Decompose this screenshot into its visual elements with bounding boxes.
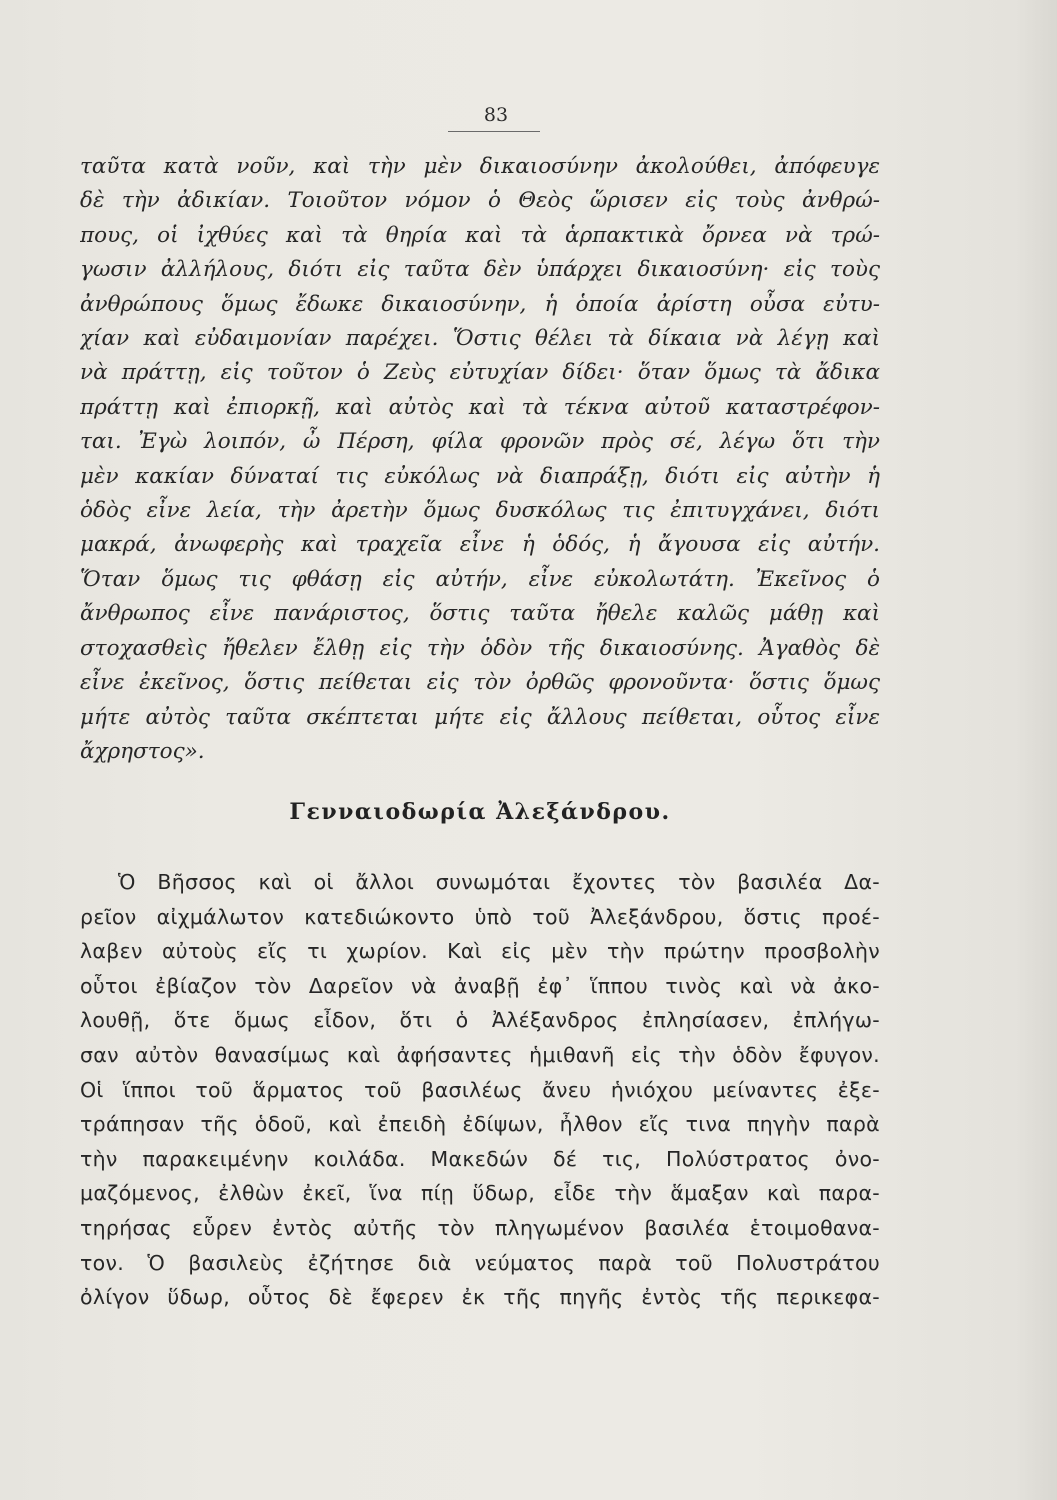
text-line: ἄνθρωπος εἶνε πανάριστος, ὅστις ταῦτα ἤθελε καλῶς μάθῃ καὶ (80, 601, 880, 627)
text-line: μαζόμενος, ἐλθὼν ἐκεῖ, ἵνα πίῃ ὕδωρ, εἶδε τὴν ἅμαξαν καὶ παρα- (80, 1181, 880, 1206)
text-line: τὴν παρακειμένην κοιλάδα. Μακεδών δέ τις, Πολύστρατος ὀνο- (80, 1146, 880, 1171)
text-line: στοχασθεὶς ἤθελεν ἔλθῃ εἰς τὴν ὁδὸν τῆς δικαιοσύνης. Ἀγαθὸς δὲ (80, 635, 880, 661)
text-line: λαβεν αὐτοὺς εἴς τι χωρίον. Καὶ εἰς μὲν τὴν πρώτην προσβολὴν (80, 939, 880, 964)
text-line: ταῦτα κατὰ νοῦν, καὶ τὴν μὲν δικαιοσύνην ἀκολούθει, ἀπόφευγε (80, 154, 880, 179)
text-line: σαν αὐτὸν θανασίμως καὶ ἀφήσαντες ἡμιθανῆ εἰς τὴν ὁδὸν ἔφυγον. (80, 1042, 880, 1067)
text-line: χίαν καὶ εὐδαιμονίαν παρέχει. Ὅστις θέλει τὰ δίκαια νὰ λέγῃ καὶ (80, 326, 880, 352)
text-line: δὲ τὴν ἀδικίαν. Τοιοῦτον νόμον ὁ Θεὸς ὥρισεν εἰς τοὺς ἀνθρώ- (80, 188, 880, 214)
text-line: τράπησαν τῆς ὁδοῦ, καὶ ἐπειδὴ ἐδίψων, ἦλθον εἴς τινα πηγὴν παρὰ (80, 1112, 880, 1137)
section-heading: Γενναιοδωρία Ἀλεξάνδρου. (289, 799, 671, 825)
text-line: ἀνθρώπους ὅμως ἔδωκε δικαιοσύνην, ἡ ὁποία ἀρίστη οὖσα εὐτυ- (80, 291, 880, 317)
text-line: ὁδὸς εἶνε λεία, τὴν ἀρετὴν ὅμως δυσκόλως τις ἐπιτυγχάνει, διότι (80, 498, 880, 524)
text-line: πράττῃ καὶ ἐπιορκῇ, καὶ αὐτὸς καὶ τὰ τέκνα αὐτοῦ καταστρέφον- (80, 394, 880, 420)
text-line: ὀλίγον ὕδωρ, οὗτος δὲ ἔφερεν ἐκ τῆς πηγῆς ἐντὸς τῆς περικεφα- (80, 1285, 880, 1310)
text-line: μήτε αὐτὸς ταῦτα σκέπτεται μήτε εἰς ἄλλους πείθεται, οὗτος εἶνε (80, 704, 880, 730)
text-line: Οἱ ἵπποι τοῦ ἅρματος τοῦ βασιλέως ἄνευ ἡνιόχου μείναντες ἐξε- (80, 1077, 880, 1102)
text-line: ρεῖον αἰχμάλωτον κατεδιώκοντο ὑπὸ τοῦ Ἀλεξάνδρου, ὅστις προέ- (80, 904, 880, 929)
text-line: ται. Ἐγὼ λοιπόν, ὦ Πέρση, φίλα φρονῶν πρὸς σέ, λέγω ὅτι τὴν (80, 429, 880, 455)
text-line: οὗτοι ἐβίαζον τὸν Δαρεῖον νὰ ἀναβῇ ἐφ᾽ ἵππου τινὸς καὶ νὰ ἀκο- (80, 973, 880, 998)
text-line: μὲν κακίαν δύναταί τις εὐκόλως νὰ διαπράξῃ, διότι εἰς αὐτὴν ἡ (80, 463, 880, 489)
page-number: 83 (483, 104, 509, 126)
text-line: πους, οἱ ἰχθύες καὶ τὰ θηρία καὶ τὰ ἁρπακτικὰ ὄρνεα νὰ τρώ- (80, 222, 880, 248)
paragraph-hesiod-advice (80, 150, 880, 769)
text-line: Ὁ Βῆσσος καὶ οἱ ἄλλοι συνωμόται ἔχοντες τὸν βασιλέα Δα- (118, 870, 880, 894)
text-line: τηρήσας εὗρεν ἐντὸς αὐτῆς τὸν πληγωμένον βασιλέα ἑτοιμοθανα- (80, 1215, 880, 1240)
text-line: μακρά, ἀνωφερὴς καὶ τραχεῖα εἶνε ἡ ὁδός, ἡ ἄγουσα εἰς αὐτήν. (80, 532, 880, 558)
text-line: τον. Ὁ βασιλεὺς ἐζήτησε διὰ νεύματος παρὰ τοῦ Πολυστράτου (80, 1250, 880, 1275)
text-line: Ὅταν ὅμως τις φθάσῃ εἰς αὐτήν, εἶνε εὐκολωτάτη. Ἐκεῖνος ὁ (80, 566, 880, 592)
text-line: γωσιν ἀλλήλους, διότι εἰς ταῦτα δὲν ὑπάρχει δικαιοσύνη· εἰς τοὺς (80, 257, 880, 283)
text-line: εἶνε ἐκεῖνος, ὅστις πείθεται εἰς τὸν ὀρθῶς φρονοῦντα· ὅστις ὅμως (80, 670, 880, 696)
paragraph-alexander-story (80, 865, 880, 1315)
text-line: νὰ πράττῃ, εἰς τοῦτον ὁ Ζεὺς εὐτυχίαν δίδει· ὅταν ὅμως τὰ ἄδικα (80, 360, 880, 386)
text-line: λουθῇ, ὅτε ὅμως εἶδον, ὅτι ὁ Ἀλέξανδρος ἐπλησίασεν, ἐπλήγω- (80, 1008, 880, 1033)
text-line: ἄχρηστος». (80, 738, 205, 764)
page-number-rule (448, 131, 540, 132)
